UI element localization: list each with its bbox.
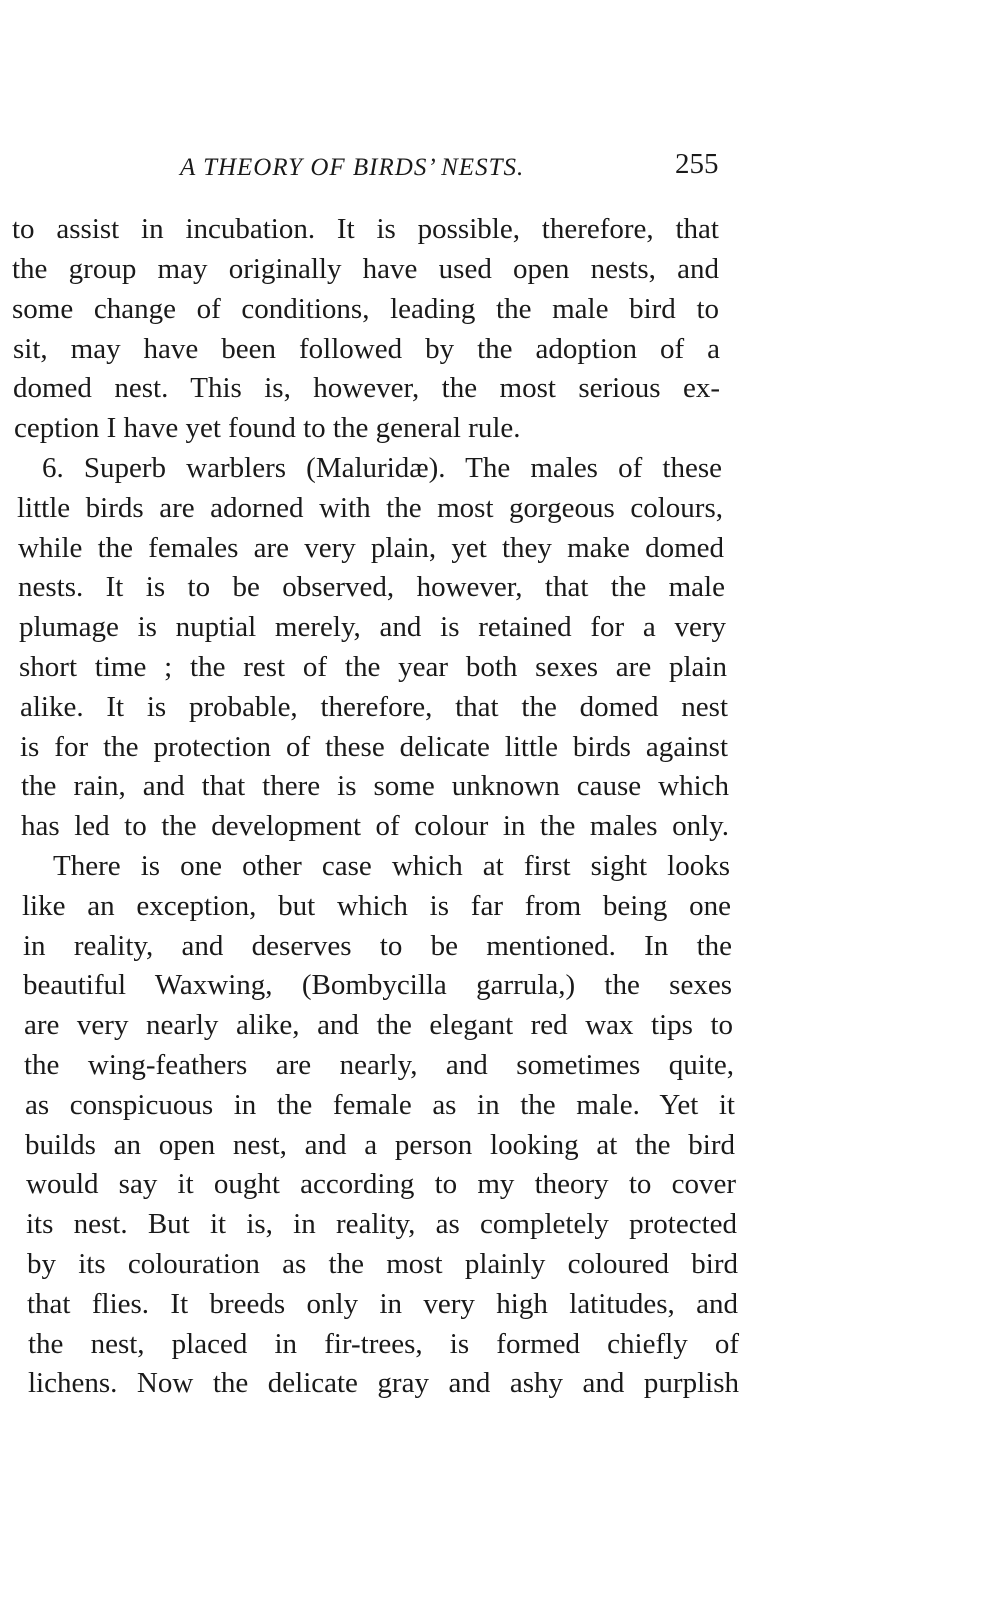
text-line: There is one other case which at first sight looks	[53, 850, 730, 882]
text-line: is for the protection of these delicate little birds against	[20, 731, 728, 763]
text-line: like an exception, but which is far from being one	[22, 890, 731, 922]
text-line: would say it ought according to my theory to cover	[26, 1168, 736, 1200]
text-line: alike. It is probable, therefore, that the domed nest	[20, 691, 728, 723]
text-line: some change of conditions, leading the male bird to	[12, 293, 719, 325]
text-line: ception I have yet found to the general rule.	[14, 412, 521, 444]
text-line: lichens. Now the delicate gray and ashy and purplish	[28, 1367, 739, 1399]
text-line: plumage is nuptial merely, and is retained for a very	[19, 611, 726, 643]
text-line: sit, may have been followed by the adoption of a	[13, 333, 720, 365]
running-head-title: A THEORY OF BIRDS’ NESTS.	[180, 154, 525, 181]
text-line: domed nest. This is, however, the most serious ex-	[13, 372, 720, 404]
text-line: in reality, and deserves to be mentioned. In the	[23, 930, 732, 962]
text-line: as conspicuous in the female as in the male. Yet it	[25, 1089, 735, 1121]
text-line: are very nearly alike, and the elegant red wax tips to	[24, 1009, 733, 1041]
text-line: has led to the development of colour in the males only.	[21, 810, 729, 842]
text-line: the nest, placed in fir-trees, is formed chiefly of	[28, 1328, 739, 1360]
text-line: to assist in incubation. It is possible, therefore, that	[12, 213, 719, 245]
text-line: beautiful Waxwing, (Bombycilla garrula,) the sexes	[23, 969, 732, 1001]
text-line: its nest. But it is, in reality, as completely protected	[26, 1208, 737, 1240]
page-number: 255	[675, 148, 719, 180]
text-line: 6. Superb warblers (Maluridæ). The males of these	[42, 452, 722, 484]
text-line: that flies. It breeds only in very high latitudes, and	[27, 1288, 738, 1320]
text-line: little birds are adorned with the most gorgeous colours,	[17, 492, 723, 524]
text-line: while the females are very plain, yet they make domed	[18, 532, 724, 564]
text-line: nests. It is to be observed, however, that the male	[18, 571, 725, 603]
text-line: builds an open nest, and a person looking at the bird	[25, 1129, 735, 1161]
text-line: the group may originally have used open nests, and	[12, 253, 719, 285]
text-line: the wing-feathers are nearly, and sometimes quite,	[24, 1049, 734, 1081]
text-line: by its colouration as the most plainly coloured bird	[27, 1248, 738, 1280]
running-head	[0, 148, 1000, 188]
text-line: short time ; the rest of the year both sexes are plain	[19, 651, 727, 683]
text-line: the rain, and that there is some unknown cause which	[21, 770, 729, 802]
